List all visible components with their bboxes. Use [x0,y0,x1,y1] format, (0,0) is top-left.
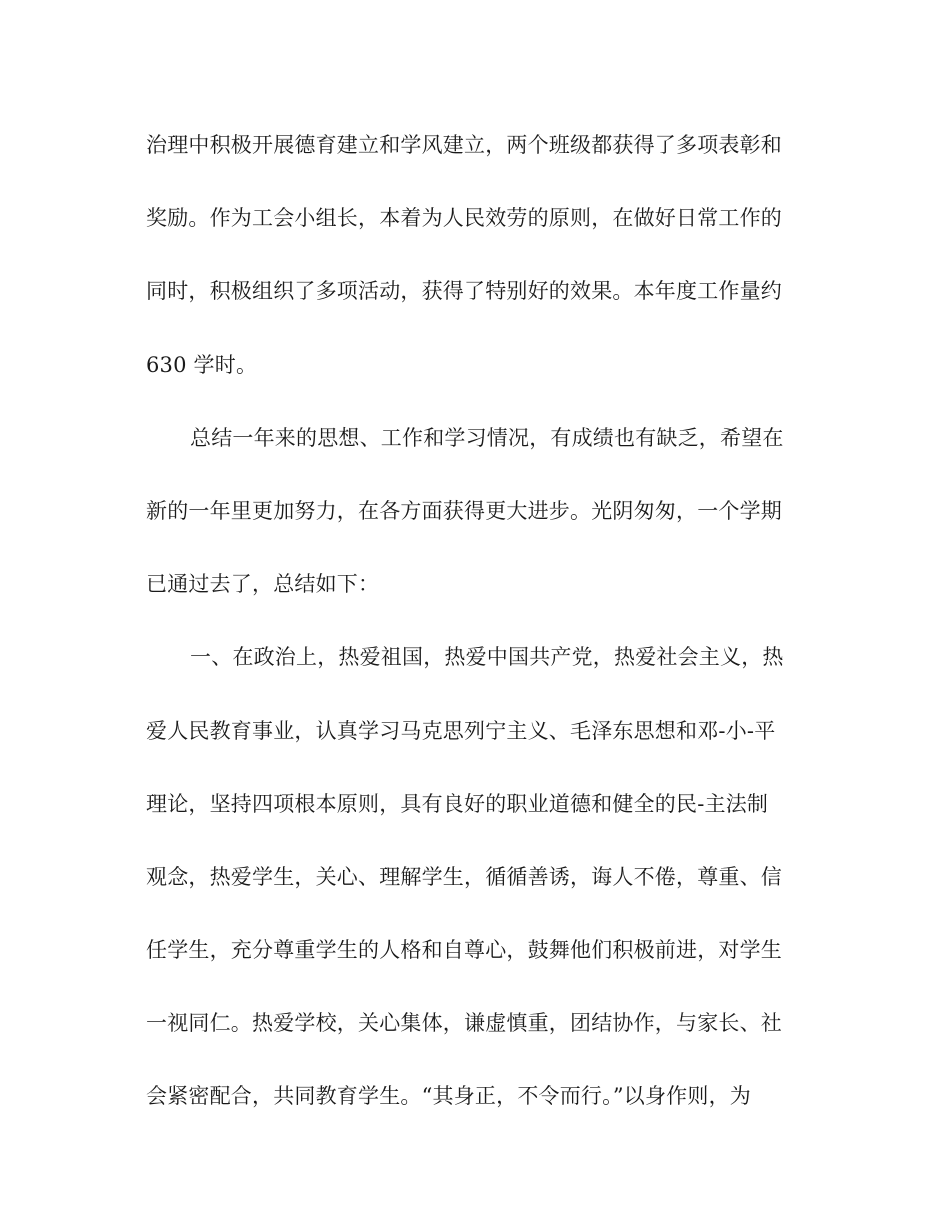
body-text [146,122,806,1147]
text-line: 理论，坚持四项根本原则，具有良好的职业道德和健全的民-主法制 [146,791,769,816]
text-line: 爱人民教育事业，认真学习马克思列宁主义、毛泽东思想和邓-小-平 [146,718,776,743]
text-line: 观念，热爱学生，关心、理解学生，循循善诱，诲人不倦，尊重、信 [146,864,782,889]
text-line: 同时，积极组织了多项活动，获得了特别好的效果。本年度工作量约 [146,279,782,304]
paragraph-first-line: 一、在政治上，热爱祖国，热爱中国共产党，热爱社会主义，热 [190,645,784,670]
text-line: 已通过去了，总结如下： [146,572,380,597]
text-line: 会紧密配合，共同教育学生。“其身正，不令而行。”以身作则，为 [146,1084,751,1109]
paragraph-first-line: 总结一年来的思想、工作和学习情况，有成绩也有缺乏，希望在 [190,425,784,450]
text-line: 630 学时。 [146,352,258,377]
text-line: 一视同仁。热爱学校，关心集体，谦虚慎重，团结协作，与家长、社 [146,1011,782,1036]
text-line: 奖励。作为工会小组长，本着为人民效劳的原则，在做好日常工作的 [146,206,782,231]
text-line: 治理中积极开展德育建立和学风建立，两个班级都获得了多项表彰和 [146,133,782,157]
text-line: 任学生，充分尊重学生的人格和自尊心，鼓舞他们积极前进，对学生 [146,938,782,963]
text-line: 新的一年里更加努力，在各方面获得更大进步。光阴匆匆，一个学期 [146,498,782,523]
